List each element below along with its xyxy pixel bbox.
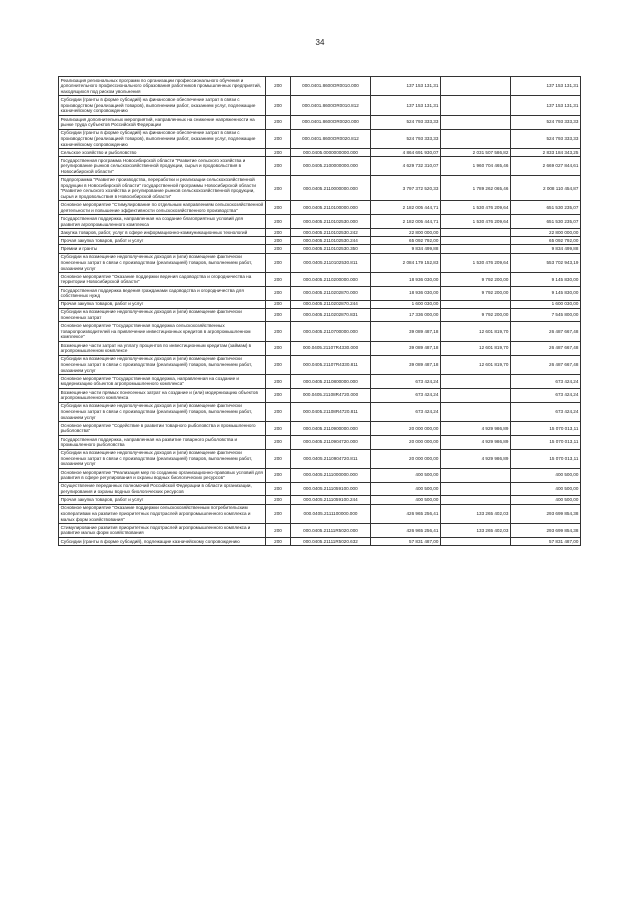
row-name-cell: Реализация региональных программ по организации профессионального обучения и дополнительного профессионального образования работников промышленных предприятий, находящихся под риском увольнения [59,77,266,96]
row-remaining-cell: 57 831 487,00 [511,537,581,545]
row-executed-cell: 1 530 476 209,64 [441,201,511,215]
table-row [59,482,581,496]
row-executed-cell: 1 960 704 465,46 [441,157,511,176]
row-executed-cell: 9 792 200,00 [441,272,511,286]
row-remaining-cell: 2 833 184 343,25 [511,148,581,156]
row-executed-cell [441,300,511,308]
row-approved-cell: 137 153 131,31 [371,77,441,96]
row-group-cell: 200 [266,77,291,96]
row-group-cell: 200 [266,229,291,237]
row-name-cell: Прочая закупка товаров, работ и услуг [59,496,266,504]
row-group-cell: 200 [266,148,291,156]
row-group-cell: 200 [266,402,291,421]
row-name-cell: Возмещение части затрат на уплату процентов по инвестиционным кредитам (займам) в агропромышленном комплексе [59,341,266,355]
table-row [59,449,581,468]
row-code-cell: 000.0405.21108R4720.811 [291,402,371,421]
table-row [59,375,581,389]
row-remaining-cell: 2 669 027 844,61 [511,157,581,176]
row-approved-cell: 18 936 030,00 [371,286,441,300]
row-code-cell: 000.0405.21107R4330.811 [291,355,371,374]
row-name-cell: Прочая закупка товаров, работ и услуг [59,300,266,308]
row-executed-cell [441,129,511,148]
row-code-cell: 000.0405.2110100000.000 [291,201,371,215]
row-executed-cell [441,77,511,96]
row-executed-cell: 9 792 200,00 [441,308,511,322]
row-group-cell: 200 [266,537,291,545]
row-name-cell: Закупка товаров, работ, услуг в сфере информационно-коммуникационных технологий [59,229,266,237]
table-row [59,496,581,504]
row-approved-cell: 9 834 499,88 [371,245,441,253]
row-name-cell: Сельское хозяйство и рыболовство [59,148,266,156]
row-group-cell: 200 [266,468,291,482]
row-approved-cell: 20 000 000,00 [371,435,441,449]
row-code-cell: 000.0405.2110202870.000 [291,286,371,300]
row-approved-cell: 1 600 030,00 [371,300,441,308]
row-executed-cell: 12 601 819,70 [441,341,511,355]
row-name-cell: Государственная поддержка, направленная на развитие товарного рыболовства и промышленного рыболовства [59,435,266,449]
row-name-cell: Основное мероприятие "Государственная поддержка, направленная на создание и модернизацию объектов агропромышленного комплекса" [59,375,266,389]
row-remaining-cell: 15 070 013,11 [511,449,581,468]
row-name-cell: Премии и гранты [59,245,266,253]
row-executed-cell [441,96,511,115]
row-approved-cell: 524 793 333,33 [371,129,441,148]
row-approved-cell: 39 089 487,18 [371,355,441,374]
row-name-cell: Субсидии на возмещение недополученных доходов и (или) возмещение фактически понесенных затрат в связи с производством (реализацией) товаров, выполнением работ, оказанием услуг [59,355,266,374]
row-name-cell: Субсидии (гранты в форме субсидий), подлежащие казначейскому сопровождению [59,537,266,545]
row-name-cell: Основное мероприятие "Содействие в развитии товарного рыболовства и промышленного рыболовства" [59,421,266,435]
row-approved-cell: 400 500,00 [371,468,441,482]
row-remaining-cell: 400 500,00 [511,468,581,482]
row-executed-cell: 1 530 476 209,64 [441,253,511,272]
row-approved-cell: 4 629 732 310,07 [371,157,441,176]
row-remaining-cell: 26 487 667,48 [511,322,581,341]
row-approved-cell: 39 089 487,18 [371,322,441,341]
row-remaining-cell: 22 800 000,00 [511,229,581,237]
table-row [59,435,581,449]
row-executed-cell [441,468,511,482]
row-executed-cell [441,537,511,545]
row-approved-cell: 20 000 000,00 [371,421,441,435]
table-row [59,272,581,286]
row-approved-cell: 137 153 131,31 [371,96,441,115]
row-group-cell: 200 [266,482,291,496]
row-name-cell: Подпрограмма "Развитие производства, переработки и реализации сельскохозяйственной продукции в Новосибирской области" государственной программы Новосибирской области "Развитие сельского хозяйства и регулирование рынков сельскохозяйственной продукции, сырья и продовольствия в Новосибирской области" [59,176,266,201]
row-approved-cell: 39 089 487,18 [371,341,441,355]
table-row [59,96,581,115]
row-code-cell: 000.0405.2110800000.000 [291,375,371,389]
row-remaining-cell: 1 600 030,00 [511,300,581,308]
row-name-cell: Возмещение части прямых понесенных затрат на создание и (или) модернизацию объектов агропромышленного комплекса [59,388,266,402]
row-remaining-cell: 137 153 131,31 [511,96,581,115]
row-executed-cell: 4 929 986,89 [441,435,511,449]
row-code-cell: 000.0405.2111059100.000 [291,482,371,496]
row-code-cell: 000.0405.0000000000.000 [291,148,371,156]
row-approved-cell: 22 800 000,00 [371,229,441,237]
row-executed-cell: 133 265 402,03 [441,524,511,538]
row-executed-cell [441,388,511,402]
row-remaining-cell: 7 545 800,00 [511,308,581,322]
table-row [59,355,581,374]
table-row [59,524,581,538]
table-row [59,129,581,148]
row-code-cell: 000.0405.2110200000.000 [291,272,371,286]
row-group-cell: 200 [266,388,291,402]
row-executed-cell [441,402,511,421]
row-approved-cell: 2 084 179 152,83 [371,253,441,272]
row-group-cell: 200 [266,504,291,523]
row-group-cell: 200 [266,449,291,468]
table-row [59,421,581,435]
table-row [59,341,581,355]
row-name-cell: Государственная поддержка, направленная на создание благоприятных условий для развития агропромышленного комплекса [59,215,266,229]
row-group-cell: 200 [266,524,291,538]
row-approved-cell: 426 965 256,41 [371,524,441,538]
table-row [59,245,581,253]
row-executed-cell [441,237,511,245]
table-row [59,115,581,129]
row-code-cell: 000.0405.2110102530.000 [291,215,371,229]
row-code-cell: 000.0405.2110102530.244 [291,237,371,245]
row-code-cell: 000.0405.21111R5020.632 [291,537,371,545]
row-group-cell: 200 [266,308,291,322]
row-code-cell: 000.0405.2110000000.000 [291,176,371,201]
row-executed-cell [441,482,511,496]
row-remaining-cell: 15 070 013,11 [511,435,581,449]
row-group-cell: 200 [266,496,291,504]
row-approved-cell: 400 500,00 [371,496,441,504]
row-name-cell: Государственная поддержка ведения гражданами садоводства и огородничества для собственных нужд [59,286,266,300]
row-name-cell: Основное мероприятие "Оказание поддержки сельскохозяйственным потребительским кооперативам на развитие приоритетных подотраслей агропромышленного комплекса и малых форм хозяйствования" [59,504,266,523]
row-name-cell: Субсидии на возмещение недополученных доходов и (или) возмещение фактически понесенных затрат в связи с производством (реализацией) товаров, выполнением работ, оказанием услуг [59,253,266,272]
table-row [59,157,581,176]
row-name-cell: Основное мероприятие "Оказание поддержки ведения садоводства и огородничества на территории Новосибирской области" [59,272,266,286]
table-row [59,148,581,156]
row-code-cell: 000.0405.2111000000.000 [291,468,371,482]
row-group-cell: 200 [266,115,291,129]
table-row [59,402,581,421]
row-group-cell: 200 [266,237,291,245]
row-executed-cell: 4 929 986,89 [441,421,511,435]
row-remaining-cell: 65 092 792,00 [511,237,581,245]
row-code-cell: 000.0405.2110102530.811 [291,253,371,272]
table-row [59,237,581,245]
row-approved-cell: 673 424,24 [371,402,441,421]
row-code-cell: 000.0405.2110202870.244 [291,300,371,308]
row-code-cell: 000.0405.2110202870.831 [291,308,371,322]
row-code-cell: 000.0405.21107R4330.000 [291,341,371,355]
row-group-cell: 200 [266,176,291,201]
row-approved-cell: 65 092 792,00 [371,237,441,245]
row-remaining-cell: 26 487 667,48 [511,341,581,355]
table-row [59,201,581,215]
row-remaining-cell: 26 487 667,48 [511,355,581,374]
row-code-cell: 000.0405.2111059100.244 [291,496,371,504]
row-remaining-cell: 673 424,24 [511,402,581,421]
row-remaining-cell: 2 008 110 454,87 [511,176,581,201]
table-row [59,253,581,272]
row-group-cell: 200 [266,96,291,115]
row-remaining-cell: 524 793 333,33 [511,115,581,129]
row-executed-cell [441,375,511,389]
row-remaining-cell: 9 834 499,88 [511,245,581,253]
row-name-cell: Осуществление переданных полномочий Российской Федерации в области организации, регулирования и охраны водных биологических ресурсов [59,482,266,496]
row-remaining-cell: 293 699 854,38 [511,524,581,538]
table-row [59,300,581,308]
row-code-cell: 000.0405.2100000000.000 [291,157,371,176]
row-approved-cell: 17 336 000,00 [371,308,441,322]
row-executed-cell: 12 601 819,70 [441,355,511,374]
row-remaining-cell: 9 145 830,00 [511,286,581,300]
row-remaining-cell: 293 699 854,38 [511,504,581,523]
row-code-cell: 000.0405.2110700000.000 [291,322,371,341]
row-name-cell: Субсидии (гранты в форме субсидий) на финансовое обеспечение затрат в связи с производством (реализацией товаров), выполнением работ, оказанием услуг, подлежащие казначейскому сопровождению [59,96,266,115]
row-executed-cell: 1 530 476 209,64 [441,215,511,229]
row-group-cell: 200 [266,341,291,355]
row-code-cell: 000.0405.2110102530.350 [291,245,371,253]
row-approved-cell: 57 831 487,00 [371,537,441,545]
table-body [59,77,581,546]
table-row [59,322,581,341]
row-code-cell: 000.0405.2110904720.000 [291,435,371,449]
row-approved-cell: 4 864 691 930,07 [371,148,441,156]
row-executed-cell [441,245,511,253]
row-code-cell: 000.0405.2110904720.811 [291,449,371,468]
row-approved-cell: 2 182 005 444,71 [371,201,441,215]
row-group-cell: 200 [266,421,291,435]
row-name-cell: Прочая закупка товаров, работ и услуг [59,237,266,245]
row-group-cell: 200 [266,375,291,389]
row-remaining-cell: 553 702 943,19 [511,253,581,272]
row-name-cell: Субсидии на возмещение недополученных доходов и (или) возмещение фактически понесенных затрат [59,308,266,322]
row-group-cell: 200 [266,157,291,176]
row-remaining-cell: 137 153 131,31 [511,77,581,96]
row-remaining-cell: 651 530 235,07 [511,201,581,215]
table-row [59,176,581,201]
row-executed-cell [441,229,511,237]
row-name-cell: Государственная программа Новосибирской области "Развитие сельского хозяйства и регулирование рынков сельскохозяйственной продукции, сырья и продовольствия в Новосибирской области" [59,157,266,176]
row-remaining-cell: 15 070 013,11 [511,421,581,435]
row-name-cell: Субсидии на возмещение недополученных доходов и (или) возмещение фактически понесенных затрат в связи с производством (реализацией) товаров, выполнением работ, оказанием услуг [59,449,266,468]
row-remaining-cell: 524 793 333,33 [511,129,581,148]
row-group-cell: 200 [266,129,291,148]
row-executed-cell: 2 031 507 586,82 [441,148,511,156]
row-approved-cell: 426 965 256,41 [371,504,441,523]
row-approved-cell: 673 424,24 [371,375,441,389]
table-row [59,504,581,523]
table-row [59,229,581,237]
row-approved-cell: 20 000 000,00 [371,449,441,468]
row-approved-cell: 18 936 030,00 [371,272,441,286]
row-executed-cell: 133 265 402,03 [441,504,511,523]
row-group-cell: 200 [266,286,291,300]
row-approved-cell: 2 182 005 444,71 [371,215,441,229]
row-group-cell: 200 [266,322,291,341]
row-group-cell: 200 [266,272,291,286]
row-code-cell: 000.0401.8600ОR0010.812 [291,96,371,115]
budget-execution-table [58,76,581,546]
table-row [59,537,581,545]
table-row [59,388,581,402]
row-remaining-cell: 9 145 830,00 [511,272,581,286]
row-group-cell: 200 [266,355,291,374]
row-group-cell: 200 [266,245,291,253]
row-group-cell: 200 [266,215,291,229]
row-remaining-cell: 673 424,24 [511,388,581,402]
row-executed-cell: 12 601 819,70 [441,322,511,341]
row-code-cell: 000.0405.21111R5020.000 [291,524,371,538]
row-name-cell: Основное мероприятие "Стимулирование по отдельным направлениям сельскохозяйственной деятельности и повышение эффективности сельскохозяйственного производства" [59,201,266,215]
row-approved-cell: 673 424,24 [371,388,441,402]
row-remaining-cell: 651 530 235,07 [511,215,581,229]
row-executed-cell [441,496,511,504]
row-approved-cell: 524 793 333,33 [371,115,441,129]
row-code-cell: 000.0405.21108R4720.000 [291,388,371,402]
table-row [59,308,581,322]
table-row [59,77,581,96]
table-row [59,215,581,229]
row-code-cell: 000.0401.8600ОR0020.812 [291,129,371,148]
row-group-cell: 200 [266,300,291,308]
row-name-cell: Субсидии (гранты в форме субсидий) на финансовое обеспечение затрат в связи с производством (реализацией товаров), выполнением работ, оказанием услуг, подлежащие казначейскому сопровождению [59,129,266,148]
row-group-cell: 200 [266,201,291,215]
row-code-cell: 000.0405.2110900000.000 [291,421,371,435]
row-executed-cell: 4 929 986,89 [441,449,511,468]
row-code-cell: 000.0401.8600ОR0020.000 [291,115,371,129]
row-approved-cell: 3 797 372 520,33 [371,176,441,201]
row-name-cell: Стимулирование развития приоритетных подотраслей агропромышленного комплекса и развитие малых форм хозяйствования [59,524,266,538]
row-name-cell: Основное мероприятие "Государственная поддержка сельскохозяйственных товаропроизводителей на привлечение инвестиционных кредитов в агропромышленном комплексе" [59,322,266,341]
table-row [59,468,581,482]
row-code-cell: 000.0401.8600ОR0010.000 [291,77,371,96]
row-group-cell: 200 [266,253,291,272]
page-number: 34 [315,38,325,47]
row-code-cell: 000.0405.2111100000.000 [291,504,371,523]
row-group-cell: 200 [266,435,291,449]
row-remaining-cell: 400 500,00 [511,496,581,504]
table-row [59,286,581,300]
row-name-cell: Основное мероприятие "Реализация мер по созданию организационно-правовых условий для развития в сфере регулирования и охраны водных биологических ресурсов" [59,468,266,482]
row-executed-cell: 9 792 200,00 [441,286,511,300]
row-executed-cell [441,115,511,129]
row-remaining-cell: 673 424,24 [511,375,581,389]
row-executed-cell: 1 789 262 065,46 [441,176,511,201]
row-name-cell: Реализация дополнительных мероприятий, направленных на снижение напряженности на рынке труда субъектов Российской Федерации [59,115,266,129]
row-code-cell: 000.0405.2110102530.242 [291,229,371,237]
row-name-cell: Субсидии на возмещение недополученных доходов и (или) возмещение фактически понесенных затрат в связи с производством (реализацией) товаров, выполнением работ, оказанием услуг [59,402,266,421]
row-approved-cell: 400 500,00 [371,482,441,496]
row-remaining-cell: 400 500,00 [511,482,581,496]
